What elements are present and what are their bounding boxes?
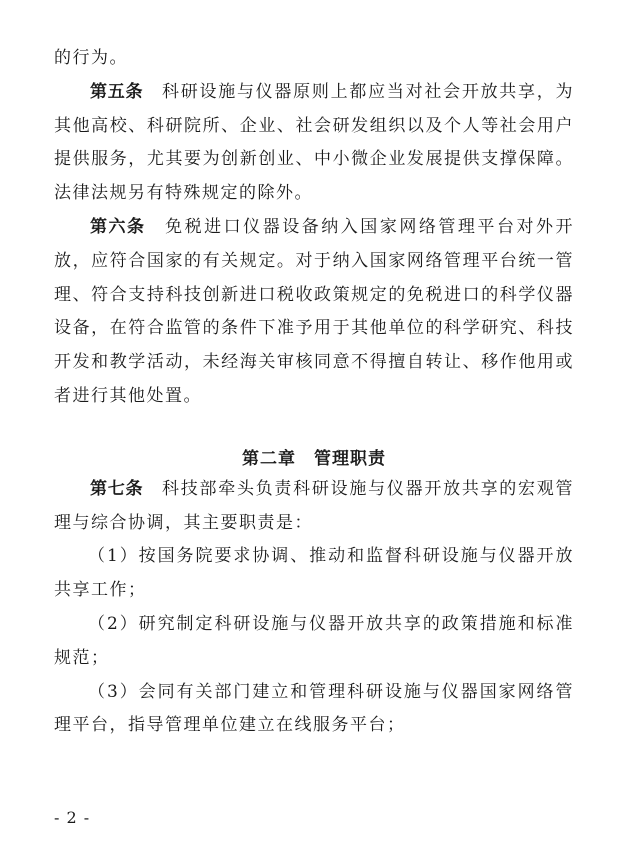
article-5-label: 第五条 bbox=[90, 81, 144, 102]
list-item-1: （1）按国务院要求协调、推动和监督科研设施与仪器开放共享工作； bbox=[54, 546, 574, 601]
page-number: - 2 - bbox=[54, 808, 91, 827]
article-7-text: 科技部牵头负责科研设施与仪器开放共享的宏观管理与综合协调，其主要职责是： bbox=[54, 478, 575, 533]
article-7-label: 第七条 bbox=[90, 478, 144, 499]
article-5-text: 科研设施与仪器原则上都应当对社会开放共享，为其他高校、科研院所、企业、社会研发组织以及个人等社会用户提供服务，尤其要为创新创业、中小微企业发展提供支撑保障。法律法规另有特殊规定的除外。 bbox=[54, 81, 575, 204]
chapter-title: 第二章 管理职责 bbox=[242, 448, 386, 469]
article-6-label: 第六条 bbox=[90, 216, 146, 237]
document-body bbox=[54, 42, 574, 743]
list-item-3: （3）会同有关部门建立和管理科研设施与仪器国家网络管理平台，指导管理单位建立在线服务平台； bbox=[54, 681, 574, 736]
article-6-text: 免税进口仪器设备纳入国家网络管理平台对外开放，应符合国家的有关规定。对于纳入国家网络管理平台统一管理、符合支持科技创新进口税收政策规定的免税进口的科学仪器设备，在符合监管的条件下准予用于其他单位的科学研究、科技开发和教学活动，未经海关审核同意不得擅自转让、移作他用或者进行其他处置。 bbox=[54, 216, 575, 406]
article-6 bbox=[54, 211, 574, 414]
article-5 bbox=[54, 76, 574, 211]
article-7 bbox=[54, 473, 574, 541]
list-item-2: （2）研究制定科研设施与仪器开放共享的政策措施和标准规范； bbox=[54, 613, 574, 668]
paragraph-continuation: 的行为。 bbox=[54, 48, 128, 68]
